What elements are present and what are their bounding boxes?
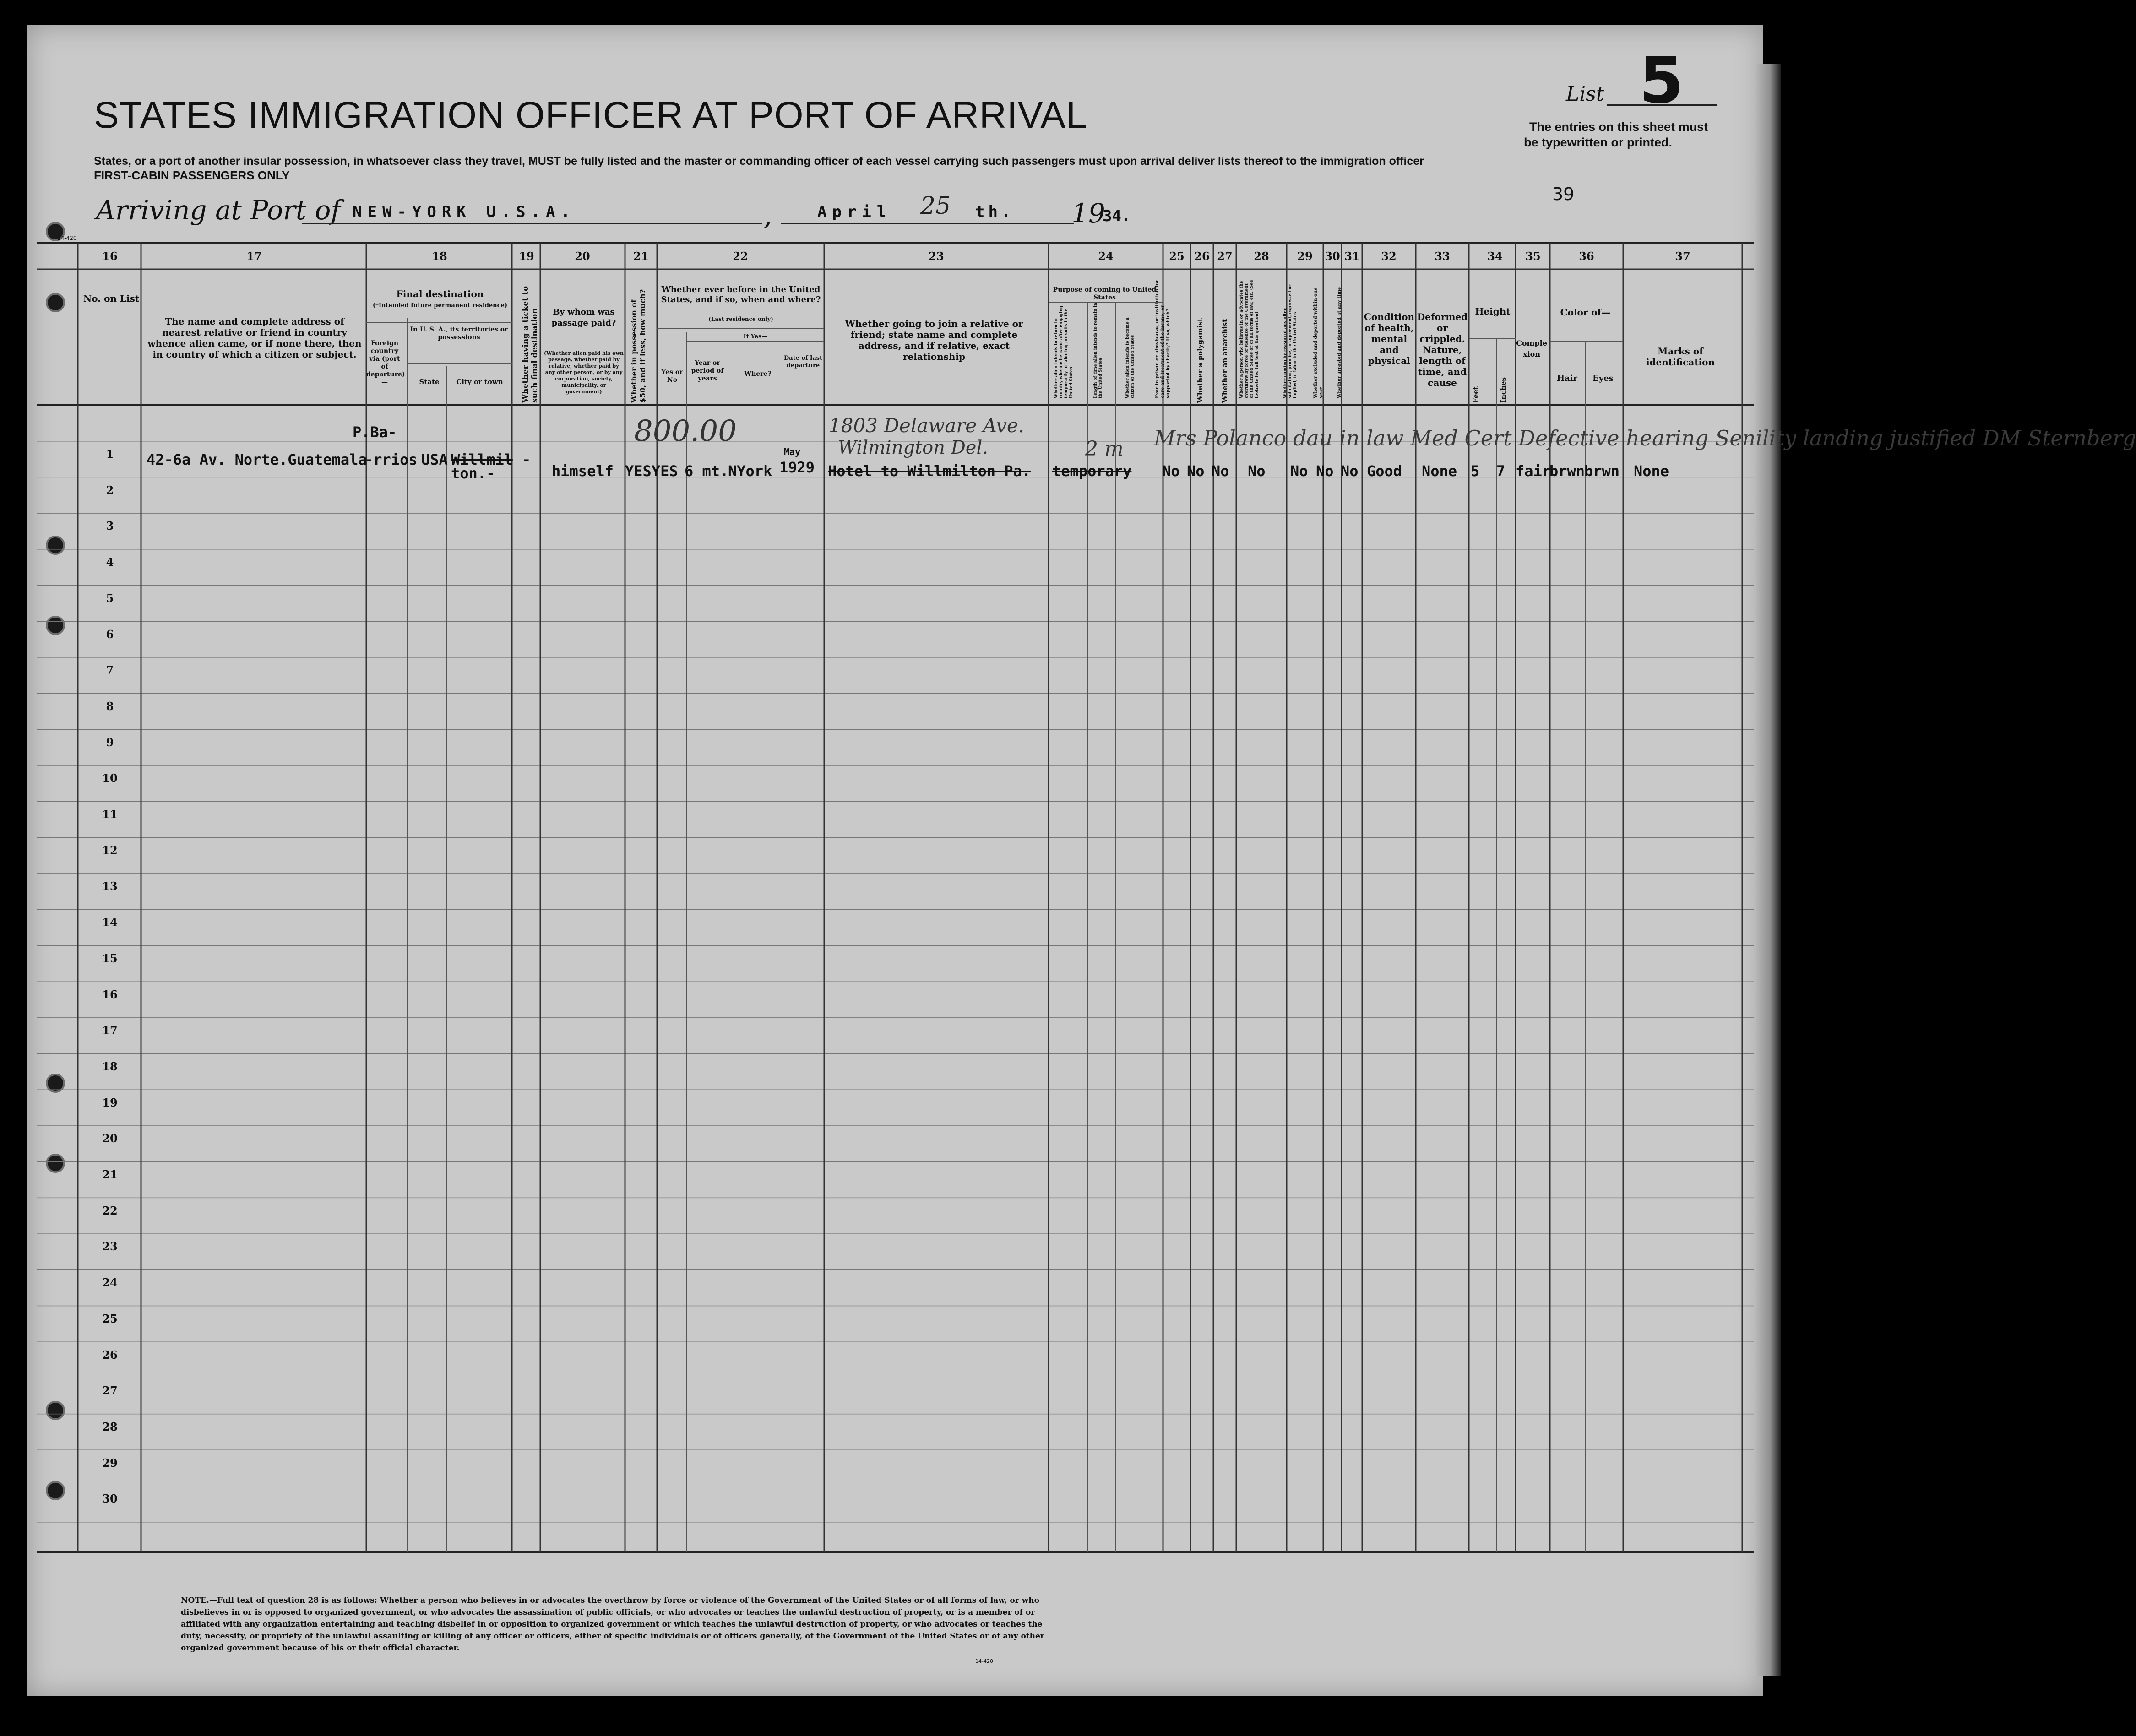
column-number: 22 xyxy=(733,250,748,263)
entry-overthrow: No xyxy=(1248,462,1266,480)
subtitle-line: States, or a port of another insular possession, in whatsoever class they travel, MUST be fully listed and the master or commanding officer of each vessel carrying such passengers must upon arrival deliver lists thereof to the immigration officer xyxy=(94,155,1424,168)
col-27-header: Whether an anarchist xyxy=(1221,319,1229,403)
column-number: 37 xyxy=(1675,250,1690,263)
row-number: 7 xyxy=(106,663,114,677)
row-number: 1 xyxy=(106,447,114,461)
column-number: 17 xyxy=(246,250,262,263)
row-number: 3 xyxy=(106,519,114,533)
col-24-sub-1: Whether alien intends to return to country whence he came after engaging temporarily in laboring pursuits in the United States xyxy=(1054,305,1074,398)
row-number: 5 xyxy=(106,591,114,605)
row-number: 24 xyxy=(102,1276,118,1290)
col-37-header: Marks of identification xyxy=(1646,346,1715,368)
column-number: 36 xyxy=(1579,250,1594,263)
row-number: 19 xyxy=(102,1096,118,1109)
entry-joining-hand-2: Wilmington Del. xyxy=(838,437,988,458)
row-number: 17 xyxy=(102,1024,118,1037)
row-number: 28 xyxy=(102,1420,118,1433)
form-code: 14-420 xyxy=(57,235,77,241)
entry-excluded: No xyxy=(1316,462,1334,480)
col-18-header: Final destination xyxy=(396,288,484,299)
col-23-header: Whether going to join a relative or friend; state name and complete address, and if relative, exact relationship xyxy=(845,318,1023,362)
entry-purpose-typed: temporary xyxy=(1052,462,1132,480)
footnote-form-code: 14-420 xyxy=(975,1658,993,1664)
row-number: 30 xyxy=(102,1492,118,1506)
entry-prison: No xyxy=(1162,462,1180,480)
entry-purpose-hand: 2 m xyxy=(1085,437,1124,461)
entry-departure-year: 1929 xyxy=(779,459,815,476)
column-number: 29 xyxy=(1297,250,1313,263)
entry-labor: No xyxy=(1290,462,1308,480)
row-number: 10 xyxy=(102,771,118,785)
col-28-header: Whether a person who believes in or advocates the overthrow by force or violence of the Government of the United States or of all forms of law, etc. (See footnote for full text of this question) xyxy=(1239,280,1259,398)
arrival-year-suffix: 34. xyxy=(1103,207,1131,225)
col-17-header: The name and complete address of nearest relative or friend in country whence alien came, or if none there, then in country of which a citizen or subject. xyxy=(147,316,362,360)
entry-inches: 7 xyxy=(1496,462,1506,480)
column-number: 25 xyxy=(1169,250,1185,263)
entry-where: NYork xyxy=(728,462,772,480)
col-22-header: Whether ever before in the United States, and if so, when and where? xyxy=(661,285,821,304)
row-number: 25 xyxy=(102,1312,118,1325)
col-32-header: Condition of health, mental and physical xyxy=(1364,311,1415,366)
column-number: 30 xyxy=(1325,250,1340,263)
entry-foreign-country-1: P.Ba- xyxy=(353,423,397,441)
column-number: 32 xyxy=(1381,250,1397,263)
footnote-text: NOTE.—Full text of question 28 is as follows: Whether a person who believes in or advocates the overthrow by force or violence of the Government of the United States or of all forms of law, or who disbelieves in or is opposed to organized government, or who advocates the assassination of public officials, or who advocates or teaches the unlawful destruction of property, or is a member of or affiliated with any organization entertaining and teaching disbelief in or opposition to organized government or which teaches the unlawful destruction of property, or who advocates or teaches the duty, necessity, or propriety of the unlawful assaulting or killing of any officer or officers, either of specific individuals or of officers generally, of the Government of the United States or of any other organized government because of his or their official character. xyxy=(181,1596,1044,1653)
row-number: 6 xyxy=(106,627,114,641)
col-22-note: (Last residence only) xyxy=(708,316,773,322)
col-22-period: Year or period of years xyxy=(691,359,724,382)
col-18-foreign: Foreign country via (port of departure)— xyxy=(366,340,405,386)
class-line: FIRST-CABIN PASSENGERS ONLY xyxy=(94,168,290,182)
col-22-ifyes: If Yes— xyxy=(743,333,768,340)
row-number: 11 xyxy=(102,808,118,821)
col-18-city: City or town xyxy=(456,378,503,386)
entry-city-2: ton.- xyxy=(451,465,495,482)
entry-ticket: - xyxy=(522,451,531,468)
arrival-comma: , xyxy=(764,201,772,231)
col-21-header: Whether in possession of $50, and if less, how much? xyxy=(630,289,647,403)
arrival-month: April xyxy=(817,203,892,221)
entry-feet: 5 xyxy=(1471,462,1480,480)
entry-complexion: fair xyxy=(1516,462,1551,480)
column-number: 28 xyxy=(1254,250,1269,263)
row-number: 14 xyxy=(102,916,118,929)
row-number: 12 xyxy=(102,843,118,857)
arrival-day-suffix: th. xyxy=(975,203,1015,221)
entry-deported: No xyxy=(1341,462,1359,480)
entry-polygamist: No xyxy=(1187,462,1205,480)
row-number: 18 xyxy=(102,1059,118,1073)
col-22-where: Where? xyxy=(744,370,772,378)
page-title: STATES IMMIGRATION OFFICER AT PORT OF ARRIVAL xyxy=(94,94,1087,136)
entry-hair: brwn xyxy=(1549,462,1585,480)
column-number: 33 xyxy=(1435,250,1450,263)
row-number: 9 xyxy=(106,735,114,749)
entry-period: 6 mt. xyxy=(685,462,729,480)
column-number: 16 xyxy=(102,250,118,263)
entry-health: Good xyxy=(1367,462,1402,480)
typewritten-note-2: be typewritten or printed. xyxy=(1524,136,1673,149)
col-36-hair: Hair xyxy=(1557,374,1577,383)
col-18-usa: In U. S. A., its territories or possessions xyxy=(410,326,508,341)
row-number: 20 xyxy=(102,1132,118,1145)
row-number: 26 xyxy=(102,1348,118,1362)
col-36-header: Color of— xyxy=(1560,307,1611,318)
col-20-note: (Whether alien paid his own passage, whether paid by relative, whether paid by any other person, or by any corporation, society, municipality, or government) xyxy=(544,350,624,395)
column-number: 19 xyxy=(519,250,534,263)
col-34-header: Height xyxy=(1475,306,1511,317)
entry-eyes: brwn xyxy=(1584,462,1620,480)
row-number: 27 xyxy=(102,1384,118,1398)
col-24-sub-3: Whether alien intends to become a citizen of the United States xyxy=(1125,317,1135,398)
list-label: List xyxy=(1566,82,1604,106)
col-20-header: By whom was passage paid? xyxy=(551,307,616,328)
row-number: 23 xyxy=(102,1240,118,1253)
entry-passage-paid: himself xyxy=(552,462,614,480)
entry-relative-address: 42-6a Av. Norte.Guatemala xyxy=(147,451,367,468)
arrival-day: 25 xyxy=(920,192,951,220)
col-16-header: No. on List xyxy=(83,293,140,304)
column-number: 23 xyxy=(929,250,944,263)
typewritten-note-1: The entries on this sheet must xyxy=(1529,120,1708,134)
col-30-header: Whether excluded and deported within one year xyxy=(1313,287,1324,398)
col-33-header: Deformed or crippled. Nature, length of time, and cause xyxy=(1417,311,1468,388)
col-26-header: Whether a polygamist xyxy=(1196,318,1204,403)
arrival-year-prefix: 19 xyxy=(1071,198,1105,229)
row-number: 15 xyxy=(102,951,118,965)
column-number: 27 xyxy=(1217,250,1233,263)
col-24-header: Purpose of coming to United States xyxy=(1053,286,1157,301)
entry-city-1: Willmil xyxy=(451,451,513,468)
col-31-header: Whether arrested and deported at any time xyxy=(1337,287,1342,398)
col-25-header: Ever in prison or almshouse, or institution for care and treatment of the insane, or supported by charity? If so, which? xyxy=(1155,280,1171,398)
entry-marks: None xyxy=(1634,462,1669,480)
col-18-note: (*Intended future permanent residence) xyxy=(373,302,507,309)
row-number: 16 xyxy=(102,987,118,1001)
row-number: 22 xyxy=(102,1204,118,1217)
column-number: 18 xyxy=(432,250,447,263)
col-34-inches: Inches xyxy=(1499,377,1507,403)
col-29-header: Whether coming by reason of any offer, solicitation, promise, or agreement, expressed or implied, to labor in the United States xyxy=(1283,284,1298,398)
list-number: 5 xyxy=(1639,43,1684,118)
entry-foreign-country-2: -rrios xyxy=(364,451,418,468)
page-number: 39 xyxy=(1552,184,1575,204)
entry-been-before: YESYES xyxy=(625,462,678,480)
arrival-port: NEW-YORK U.S.A. xyxy=(353,203,576,221)
row-number: 21 xyxy=(102,1168,118,1181)
column-number: 31 xyxy=(1344,250,1360,263)
col-22-yesno: Yes or No xyxy=(661,369,683,384)
column-number: 26 xyxy=(1194,250,1210,263)
column-number: 21 xyxy=(633,250,649,263)
col-35-header: Complexion xyxy=(1516,339,1547,358)
column-number: 35 xyxy=(1525,250,1541,263)
arrival-label: Arriving at Port of xyxy=(96,195,341,226)
col-22-departure: Date of last departure xyxy=(784,355,822,369)
column-number: 24 xyxy=(1098,250,1114,263)
entry-anarchist: No xyxy=(1212,462,1229,480)
row-number: 4 xyxy=(106,555,114,569)
entry-state: USA xyxy=(421,451,448,468)
row-number: 29 xyxy=(102,1456,118,1470)
column-number: 20 xyxy=(575,250,590,263)
col-36-eyes: Eyes xyxy=(1592,374,1614,383)
entry-departure-month: May xyxy=(784,446,801,457)
row-number: 13 xyxy=(102,879,118,893)
row-number: 2 xyxy=(106,483,114,497)
entry-joining-hand-1: 1803 Delaware Ave. xyxy=(829,414,1025,437)
entry-joining-typed: Hotel to Willmilton Pa. xyxy=(828,462,1031,480)
entry-deformed: None xyxy=(1422,462,1457,480)
entry-money: 800.00 xyxy=(634,414,737,448)
col-18-state: State xyxy=(419,378,440,386)
col-24-sub-2: Length of time alien intends to remain in the United States xyxy=(1093,303,1103,398)
row-number: 8 xyxy=(106,699,114,713)
entry-handwritten-annotation: Mrs Polanco dau in law Med Cert Defective hearing Senility landing justified DM Sternberg xyxy=(1154,426,2136,450)
column-number: 34 xyxy=(1487,250,1503,263)
col-34-feet: Feet xyxy=(1472,386,1480,403)
col-19-header: Whether having a ticket to such final destination xyxy=(521,286,539,403)
